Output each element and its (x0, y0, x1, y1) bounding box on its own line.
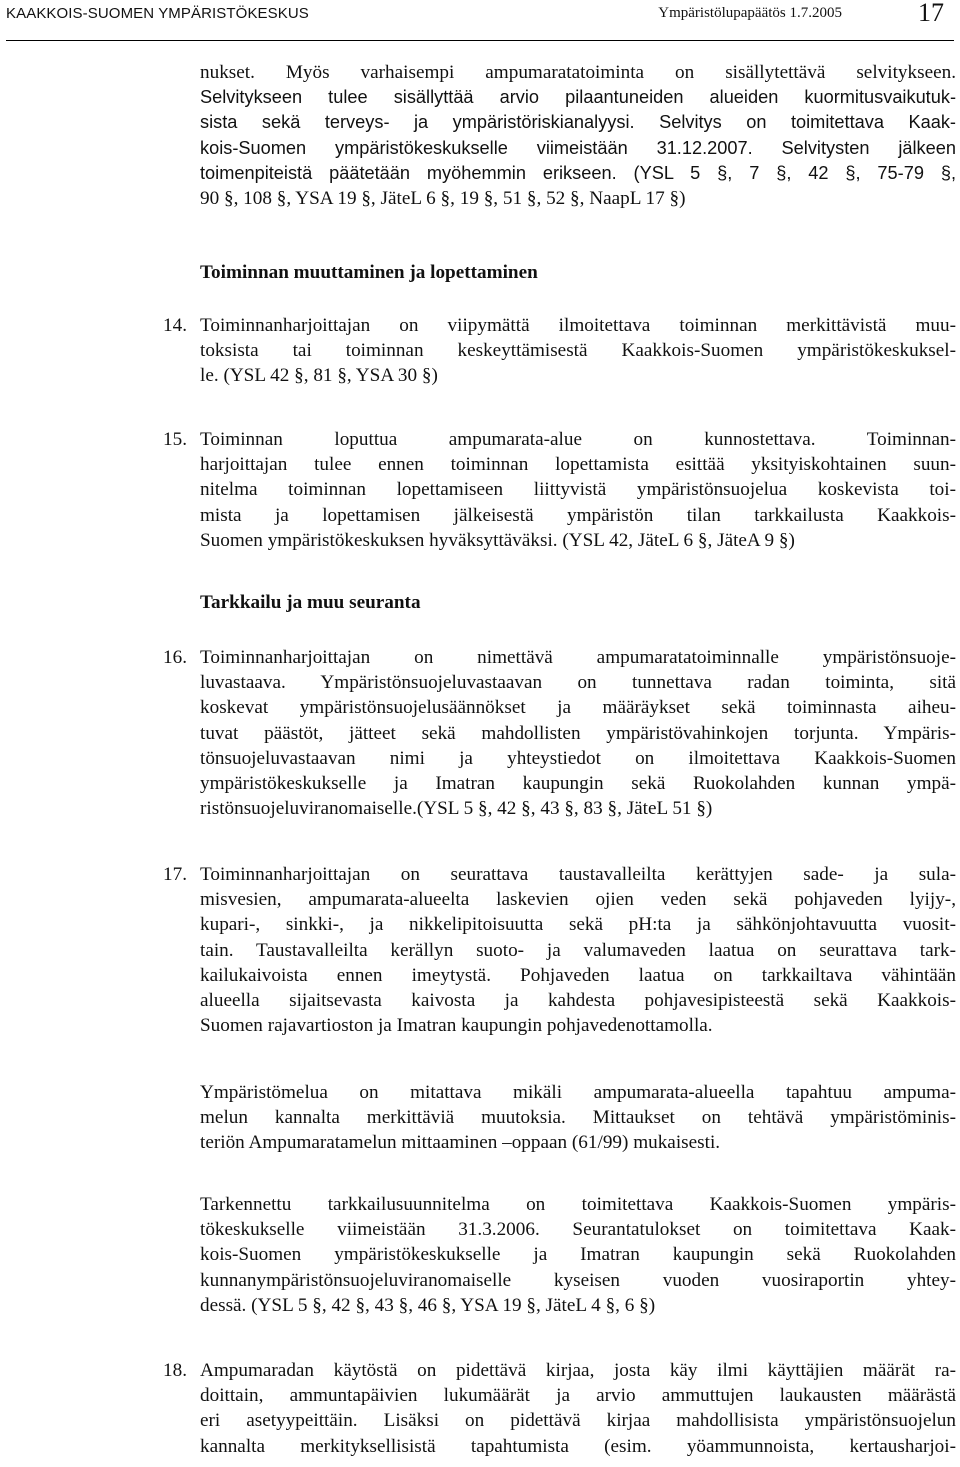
item-number-15: 15. (163, 429, 187, 450)
text-line: toimenpiteistä päätetään myöhemmin erikseen. (YSL 5 §, 7 §, 42 §, 75-79 §, (200, 162, 956, 183)
text-line: Toiminnan loputtua ampumarata-alue on kunnostettava. Toiminnan- (200, 429, 956, 450)
item-number-17: 17. (163, 864, 187, 885)
text-line: ristönsuojeluviranomaiselle.(YSL 5 §, 42 §, 43 §, 83 §, JäteL 51 §) (200, 798, 713, 820)
text-line: nitelma toiminnan lopettamiseen liittyvistä ympäristönsuojelua koskevista toi- (200, 479, 956, 501)
text-line: ympäristökeskukselle ja Imatran kaupungin sekä Ruokolahden kunnan ympä- (200, 773, 956, 795)
page-header (6, 0, 954, 41)
text-line: tönsuojeluvastaavan nimi ja yhteystiedot on ilmoitettava Kaakkois-Suomen (200, 747, 956, 769)
text-line: alueella sijaitsevasta kaivosta ja kahdesta pohjavesipisteestä sekä Kaakkois- (200, 990, 956, 1012)
section-heading-operation-change: Toiminnan muuttaminen ja lopettaminen (200, 262, 538, 283)
intro-paragraph (200, 60, 956, 211)
text-line: misvesien, ampumarata-alueelta laskevien ojien veden sekä pohjaveden lyijy-, (200, 889, 956, 911)
text-line: Toiminnanharjoittajan on viipymättä ilmoitettava toiminnan merkittävistä muu- (200, 315, 956, 336)
text-line: tuvat päästöt, jätteet sekä mahdollisten ympäristövahinkojen torjunta. Ympäris- (200, 722, 956, 744)
text-line: kannalta merkityksellisistä tapahtumista (esim. yöammunnoista, kertausharjoi- (200, 1435, 956, 1457)
text-line: 90 §, 108 §, YSA 19 §, JäteL 6 §, 19 §, 51 §, 52 §, NaapL 17 §) (200, 188, 686, 210)
text-line: kois-Suomen ympäristökeskukselle ja Imatran kaupungin sekä Ruokolahden (200, 1244, 956, 1266)
text-line: kailukaivoista ennen imeytystä. Pohjaveden laatua on tarkkailtava vähintään (200, 964, 956, 986)
page-number: 17 (918, 0, 944, 27)
item-16-paragraph (200, 645, 956, 821)
text-line: Ampumaradan käytöstä on pidettävä kirjaa, josta käy ilmi käyttäjien määrät ra- (200, 1360, 956, 1381)
text-line: melun kannalta merkittäviä muutoksia. Mittaukset on tehtävä ympäristöminis- (200, 1107, 956, 1129)
text-line: tain. Taustavalleilta kerällyn suoto- ja valumaveden laatua on seurattava tark- (200, 939, 956, 961)
text-line: Toiminnanharjoittajan on seurattava taustavalleilta kerättyjen sade- ja sula- (200, 864, 956, 885)
item-18-paragraph (200, 1358, 956, 1459)
text-line: le. (YSL 42 §, 81 §, YSA 30 §) (200, 365, 438, 387)
text-line: kunnanympäristönsuojeluviranomaiselle kyseisen vuoden vuosiraportin yhtey- (200, 1269, 956, 1291)
item-number-18: 18. (163, 1360, 187, 1381)
organization-name: KAAKKOIS-SUOMEN YMPÄRISTÖKESKUS (6, 5, 309, 22)
text-line: toksista tai toiminnan keskeyttämisestä Kaakkois-Suomen ympäristökeskuksel- (200, 340, 956, 362)
text-line: nukset. Myös varhaisempi ampumaratatoiminta on sisällytettävä selvitykseen. (200, 62, 956, 83)
item-number-16: 16. (163, 647, 187, 668)
text-line: tökeskukselle viimeistään 31.3.2006. Seurantatulokset on toimitettava Kaak- (200, 1219, 956, 1241)
text-line: Selvitykseen tulee sisällyttää arvio pilaantuneiden alueiden kuormitusvaikutuk- (200, 87, 956, 108)
text-line: teriön Ampumaratamelun mittaaminen –oppaan (61/99) mukaisesti. (200, 1132, 721, 1154)
text-line: harjoittajan tulee ennen toiminnan lopettamista esittää yksityiskohtainen suun- (200, 454, 956, 476)
text-line: kupari-, sinkki-, ja nikkelipitoisuutta sekä pH:ta ja sähkönjohtavuutta vuosit- (200, 914, 956, 936)
text-line: sista sekä terveys- ja ympäristöriskianalyysi. Selvitys on toimitettava Kaak- (200, 112, 956, 133)
text-line: Toiminnanharjoittajan on nimettävä ampumaratatoiminnalle ympäristönsuoje- (200, 647, 956, 668)
item-17-noise-paragraph (200, 1080, 956, 1156)
text-line: Suomen ympäristökeskuksen hyväksyttäväksi. (YSL 42, JäteL 6 §, JäteA 9 §) (200, 529, 795, 551)
item-17-paragraph (200, 862, 956, 1038)
text-line: kois-Suomen ympäristökeskukselle viimeistään 31.12.2007. Selvitysten jälkeen (200, 137, 956, 158)
item-15-paragraph (200, 427, 956, 553)
decision-title: Ympäristölupapäätös 1.7.2005 (658, 5, 842, 21)
item-14-paragraph (200, 313, 956, 389)
text-line: Ympäristömelua on mitattava mikäli ampumarata-alueella tapahtuu ampuma- (200, 1082, 956, 1103)
text-line: luvastaava. Ympäristönsuojeluvastaavan on tunnettava radan toiminta, sitä (200, 672, 956, 694)
text-line: mista ja lopettamisen jälkeisestä ympäristön tilan tarkkailusta Kaakkois- (200, 504, 956, 526)
section-heading-monitoring: Tarkkailu ja muu seuranta (200, 592, 421, 613)
item-number-14: 14. (163, 315, 187, 336)
text-line: koskevat ympäristönsuojelusäännökset ja määräykset sekä toiminnasta aiheu- (200, 697, 956, 719)
item-17-plan-paragraph (200, 1192, 956, 1318)
text-line: dessä. (YSL 5 §, 42 §, 43 §, 46 §, YSA 19 §, JäteL 4 §, 6 §) (200, 1294, 656, 1316)
text-line: Tarkennettu tarkkailusuunnitelma on toimitettava Kaakkois-Suomen ympäris- (200, 1194, 956, 1215)
text-line: doittain, ammuntapäivien lukumäärät ja arvio ammuttujen laukausten määrästä (200, 1385, 956, 1407)
text-line: Suomen rajavartioston ja Imatran kaupungin pohjavedenottamolla. (200, 1015, 713, 1037)
text-line: eri asetyypeittäin. Lisäksi on pidettävä kirjaa mahdollisista ympäristönsuojelun (200, 1410, 956, 1432)
